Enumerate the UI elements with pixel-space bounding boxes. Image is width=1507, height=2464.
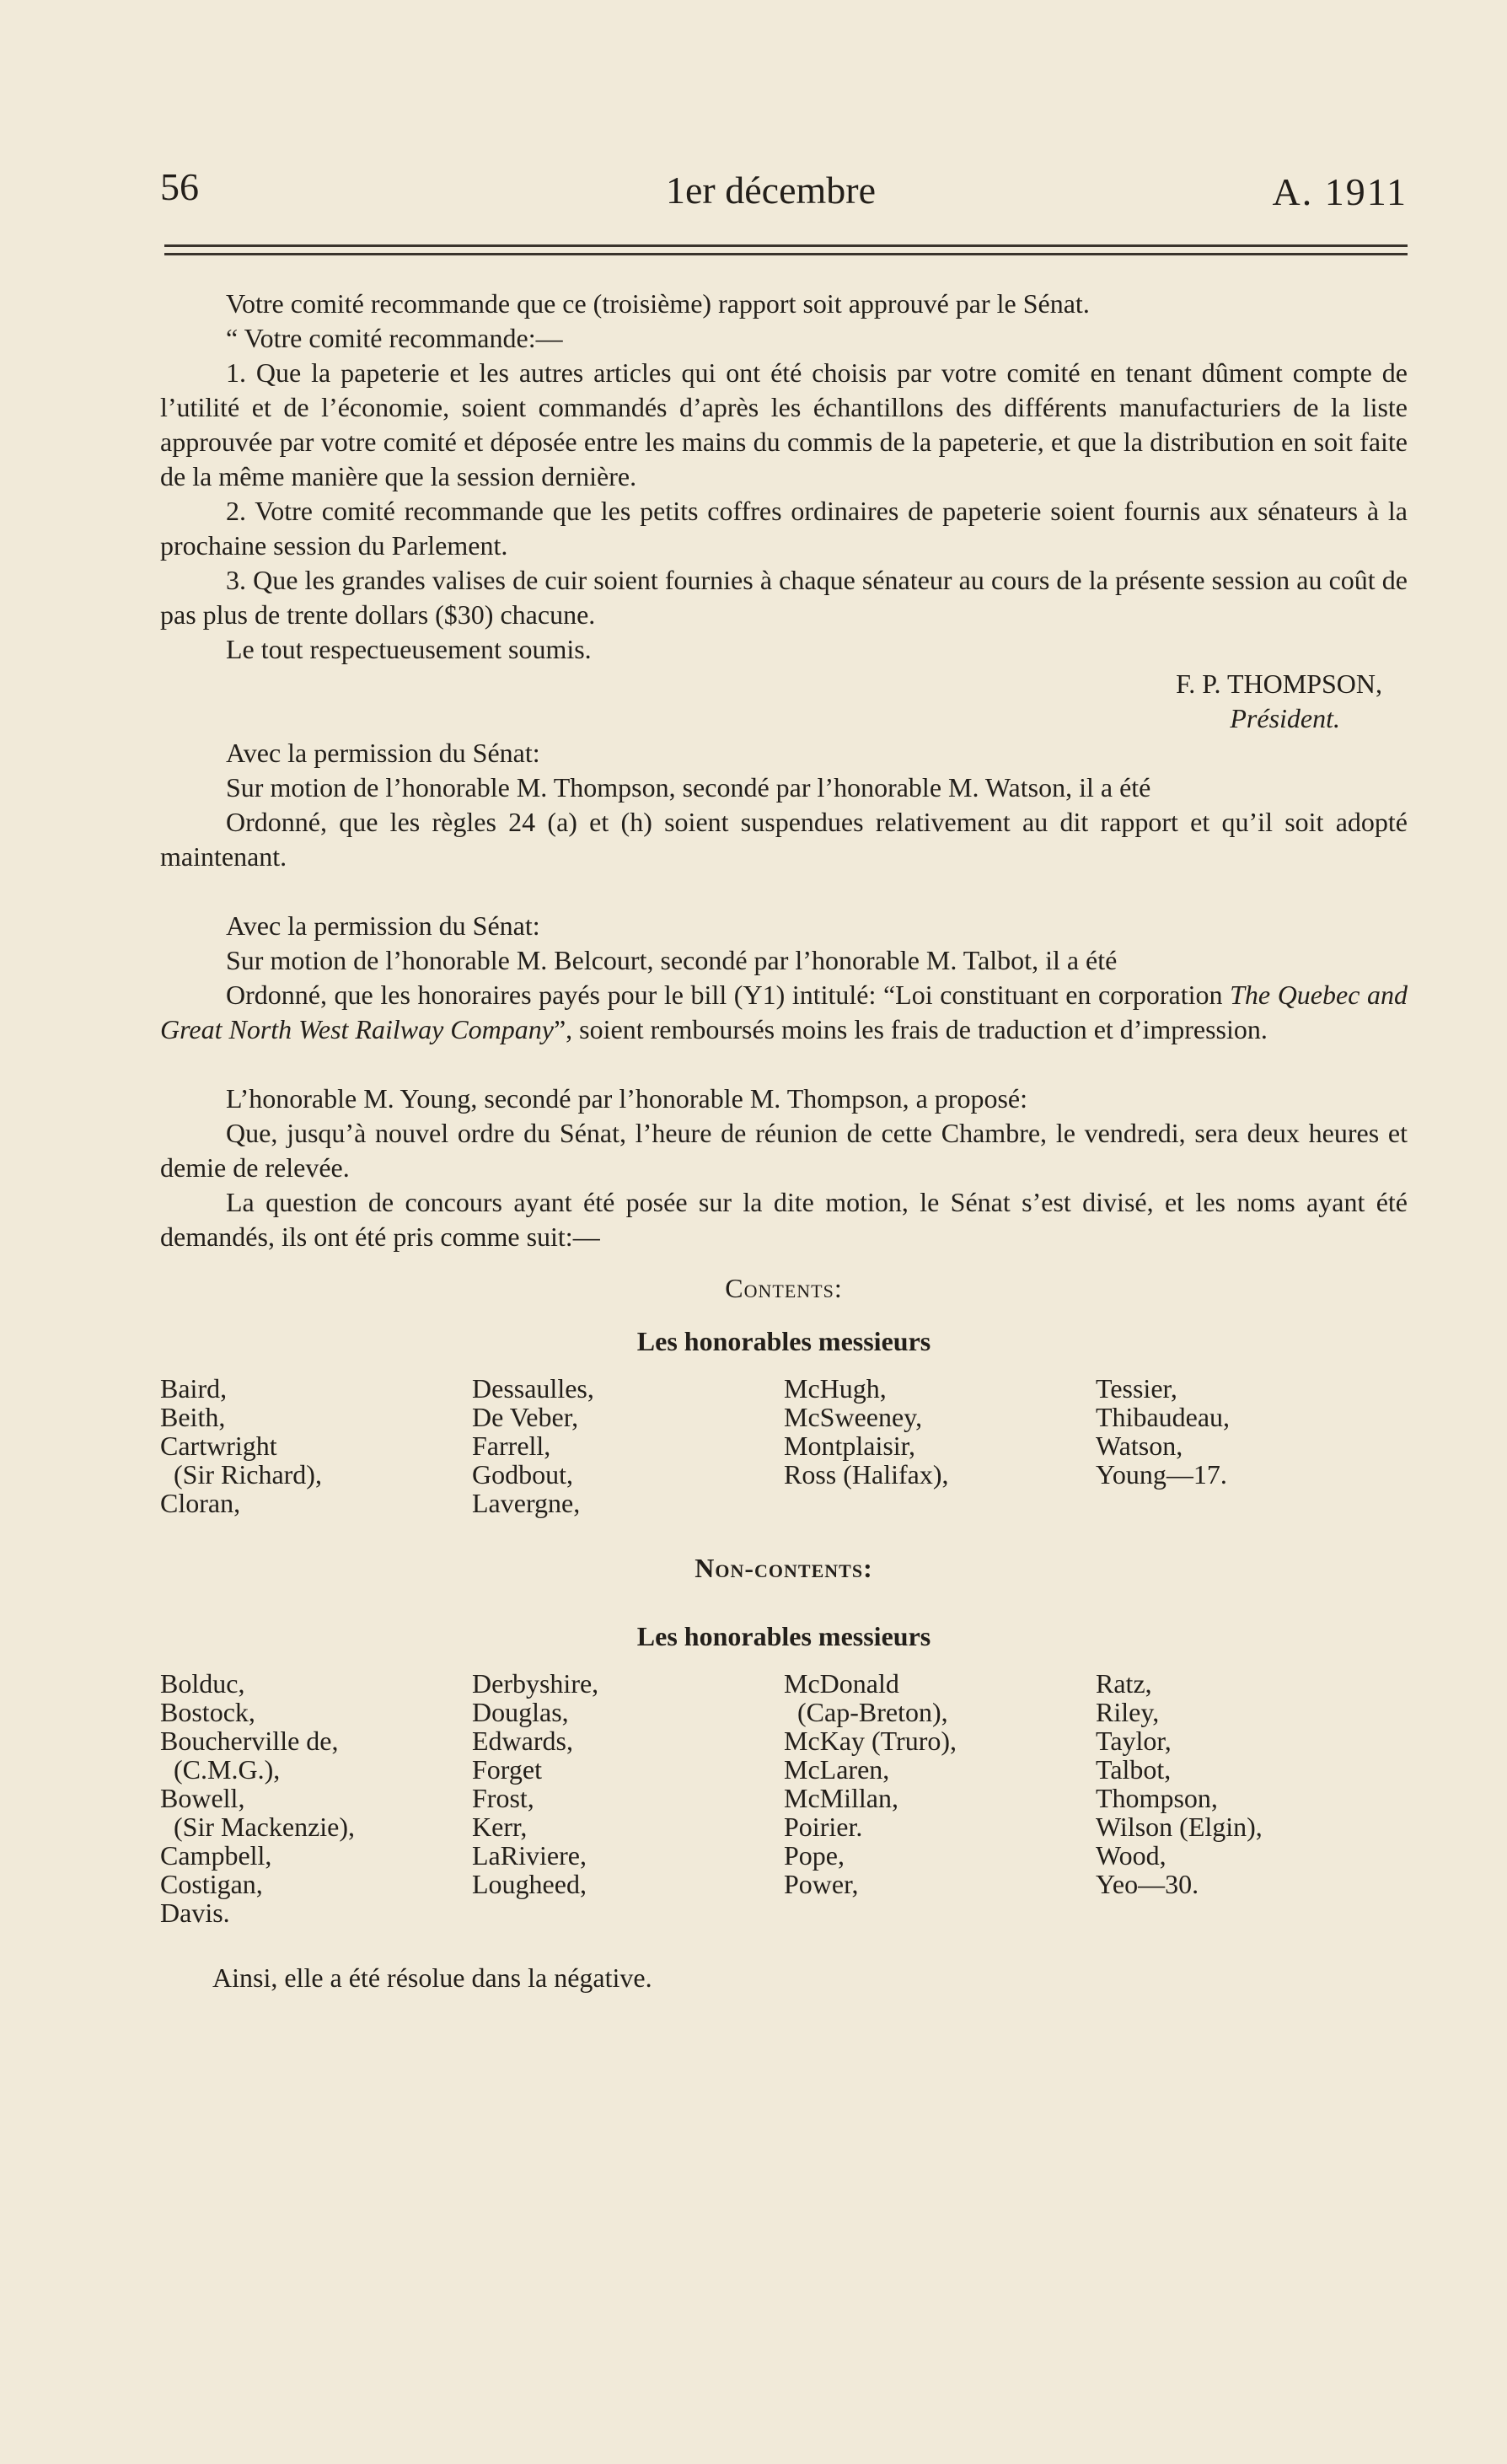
senator-name: Thibaudeau, bbox=[1096, 1402, 1231, 1432]
name-column bbox=[160, 1669, 472, 1927]
senator-name: Dessaulles, bbox=[472, 1373, 594, 1404]
name-column bbox=[784, 1374, 1096, 1517]
senator-name: Godbout, bbox=[472, 1459, 573, 1490]
header-rule-top bbox=[164, 244, 1408, 247]
senator-name: Yeo—30. bbox=[1096, 1869, 1199, 1899]
senator-name: Poirier. bbox=[784, 1812, 863, 1842]
spacer bbox=[160, 874, 1408, 909]
name-column bbox=[784, 1669, 1096, 1927]
signature-title: Président. bbox=[1230, 703, 1340, 733]
senator-name: McSweeney, bbox=[784, 1402, 923, 1432]
senator-name: Tessier, bbox=[1096, 1373, 1177, 1404]
senator-name: Pope, bbox=[784, 1840, 845, 1871]
senator-name: Edwards, bbox=[472, 1726, 573, 1756]
paragraph: Votre comité recommande que ce (troisième) rapport soit approuvé par le Sénat. bbox=[226, 288, 1090, 319]
signature-name: F. P. THOMPSON, bbox=[1176, 668, 1382, 699]
senator-name: Cartwright bbox=[160, 1431, 277, 1461]
paragraph bbox=[160, 978, 1408, 1047]
paragraph: 3. Que les grandes valises de cuir soient fournies à chaque sénateur au cours de la présente session au coût de pas plus de trente dollars ($30) chacune. bbox=[160, 565, 1408, 630]
paragraph: L’honorable M. Young, secondé par l’honorable M. Thompson, a proposé: bbox=[226, 1083, 1027, 1114]
paragraph: Ordonné, que les règles 24 (a) et (h) soient suspendues relativement au dit rapport et qu’il soit adopté maintenant. bbox=[160, 807, 1408, 872]
senator-name: McHugh, bbox=[784, 1373, 887, 1404]
senator-name: McKay (Truro), bbox=[784, 1726, 957, 1756]
senator-name: Wilson (Elgin), bbox=[1096, 1812, 1263, 1842]
paragraph: “ Votre comité recommande:— bbox=[226, 323, 563, 353]
non-contents-name-list bbox=[160, 1669, 1408, 1927]
senator-name: Montplaisir, bbox=[784, 1431, 916, 1461]
header-year: A. 1911 bbox=[1272, 170, 1408, 213]
closing-line: Ainsi, elle a été résolue dans la négative. bbox=[212, 1962, 652, 1993]
non-contents-subheading: Les honorables messieurs bbox=[636, 1621, 931, 1651]
senator-name: McMillan, bbox=[784, 1783, 898, 1813]
document-body bbox=[160, 287, 1408, 1995]
senator-name: Watson, bbox=[1096, 1431, 1183, 1461]
senator-name: Davis. bbox=[160, 1898, 230, 1928]
name-column bbox=[472, 1374, 784, 1517]
senator-name: Frost, bbox=[472, 1783, 534, 1813]
senator-name: McDonald bbox=[784, 1668, 899, 1699]
paragraph-text: Ordonné, que les honoraires payés pour le bill (Y1) intitulé: “Loi constituant en corporation bbox=[226, 980, 1231, 1010]
senator-name: Baird, bbox=[160, 1373, 228, 1404]
senator-name: Wood, bbox=[1096, 1840, 1166, 1871]
senator-name: Thompson, bbox=[1096, 1783, 1218, 1813]
senator-name: Farrell, bbox=[472, 1431, 551, 1461]
senator-name: Costigan, bbox=[160, 1869, 263, 1899]
contents-heading: Contents: bbox=[725, 1273, 843, 1303]
contents-name-list bbox=[160, 1374, 1408, 1517]
senator-name: (Cap-Breton), bbox=[784, 1697, 948, 1727]
paragraph-text: ”, soient remboursés moins les frais de traduction et d’impression. bbox=[553, 1014, 1268, 1044]
name-column bbox=[160, 1374, 472, 1517]
paragraph: Sur motion de l’honorable M. Belcourt, secondé par l’honorable M. Talbot, il a été bbox=[226, 945, 1118, 975]
senator-name: Campbell, bbox=[160, 1840, 272, 1871]
page-header bbox=[160, 164, 1408, 223]
header-date: 1er décembre bbox=[666, 169, 877, 212]
senator-name: Forget bbox=[472, 1754, 542, 1785]
senator-name: Riley, bbox=[1096, 1697, 1160, 1727]
header-rule-bottom bbox=[164, 253, 1408, 255]
senator-name: Bolduc, bbox=[160, 1668, 245, 1699]
paragraph: 1. Que la papeterie et les autres articles qui ont été choisis par votre comité en tenant dûment compte de l’utilité et de l’économie, soient commandés d’après les échantillons des différents manufacturiers de la liste approuvée par votre comité et déposée entre les mains du commis de la papeterie, et que la distribution en soit faite de la même manière que la session dernière. bbox=[160, 357, 1408, 491]
senator-name: Young—17. bbox=[1096, 1459, 1227, 1490]
senator-name: Douglas, bbox=[472, 1697, 569, 1727]
senator-name: Ratz, bbox=[1096, 1668, 1152, 1699]
senator-name: Lougheed, bbox=[472, 1869, 587, 1899]
senator-name: Beith, bbox=[160, 1402, 226, 1432]
senator-name: Derbyshire, bbox=[472, 1668, 599, 1699]
senator-name: De Veber, bbox=[472, 1402, 579, 1432]
senator-name: (C.M.G.), bbox=[160, 1754, 281, 1785]
senator-name: Taylor, bbox=[1096, 1726, 1172, 1756]
senator-name: Talbot, bbox=[1096, 1754, 1172, 1785]
senator-name: Cloran, bbox=[160, 1488, 241, 1518]
senator-name: (Sir Mackenzie), bbox=[160, 1812, 356, 1842]
senator-name: (Sir Richard), bbox=[160, 1459, 322, 1490]
senator-name: LaRiviere, bbox=[472, 1840, 587, 1871]
senator-name: Ross (Halifax), bbox=[784, 1459, 949, 1490]
senator-name: Lavergne, bbox=[472, 1488, 581, 1518]
paragraph: Avec la permission du Sénat: bbox=[226, 738, 540, 768]
company-name: The Quebec and Great North West Railway Company bbox=[160, 980, 1408, 1044]
senator-name: McLaren, bbox=[784, 1754, 890, 1785]
page-number: 56 bbox=[160, 165, 199, 208]
paragraph: Que, jusqu’à nouvel ordre du Sénat, l’heure de réunion de cette Chambre, le vendredi, sera deux heures et demie de relevée. bbox=[160, 1118, 1408, 1183]
spacer bbox=[160, 1047, 1408, 1082]
paragraph: La question de concours ayant été posée sur la dite motion, le Sénat s’est divisé, et les noms ayant été demandés, ils ont été pris comme suit:— bbox=[160, 1187, 1408, 1252]
paragraph: Sur motion de l’honorable M. Thompson, secondé par l’honorable M. Watson, il a été bbox=[226, 772, 1151, 803]
senator-name: Boucherville de, bbox=[160, 1726, 339, 1756]
senator-name: Bowell, bbox=[160, 1783, 245, 1813]
name-column bbox=[1096, 1669, 1408, 1927]
contents-subheading: Les honorables messieurs bbox=[636, 1326, 931, 1356]
senator-name: Kerr, bbox=[472, 1812, 528, 1842]
paragraph: 2. Votre comité recommande que les petits coffres ordinaires de papeterie soient fournis aux sénateurs à la prochaine session du Parlement. bbox=[160, 496, 1408, 561]
name-column bbox=[472, 1669, 784, 1927]
non-contents-heading: Non-contents: bbox=[695, 1553, 873, 1583]
name-column bbox=[1096, 1374, 1408, 1517]
paragraph: Le tout respectueusement soumis. bbox=[226, 634, 592, 664]
senator-name: Bostock, bbox=[160, 1697, 255, 1727]
paragraph: Avec la permission du Sénat: bbox=[226, 910, 540, 941]
senator-name: Power, bbox=[784, 1869, 859, 1899]
